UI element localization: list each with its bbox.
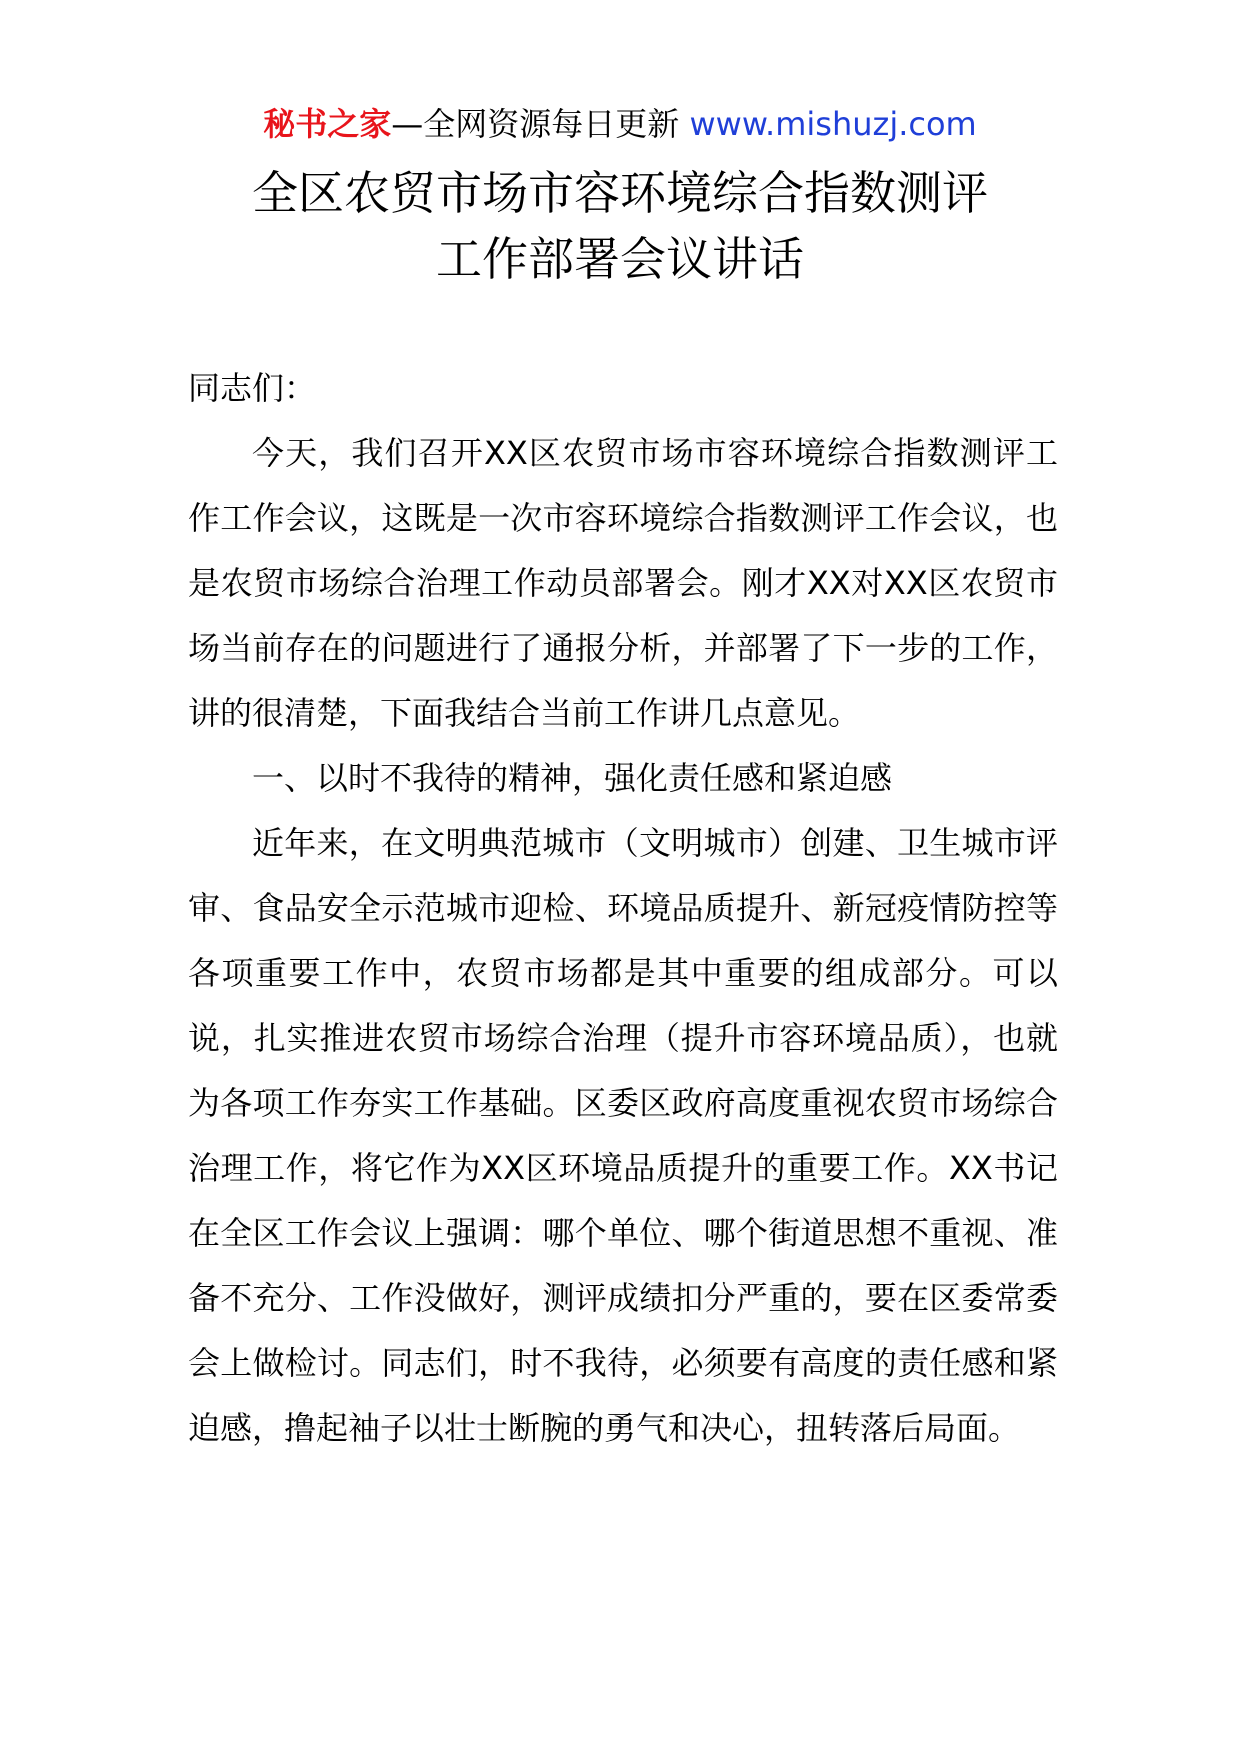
section-1-heading: 一、以时不我待的精神，强化责任感和紧迫感 bbox=[252, 759, 893, 797]
salutation: 同志们： bbox=[188, 369, 317, 407]
document-body bbox=[188, 356, 1058, 1461]
intro-paragraph: 今天，我们召开XX区农贸市场市容环境综合指数测评工作工作会议，这既是一次市容环境综合指数测评工作会议，也是农贸市场综合治理工作动员部署会。刚才XX对XX区农贸市场当前存在的问题进行了通报分析，并部署了下一步的工作，讲的很清楚，下面我结合当前工作讲几点意见。 bbox=[188, 434, 1058, 732]
title-line-2: 工作部署会议讲话 bbox=[436, 232, 804, 286]
site-url-link[interactable]: www.mishuzj.com bbox=[689, 105, 977, 143]
document-title bbox=[0, 160, 1240, 292]
section-1-paragraph: 近年来，在文明典范城市（文明城市）创建、卫生城市评审、食品安全示范城市迎检、环境品质提升、新冠疫情防控等各项重要工作中，农贸市场都是其中重要的组成部分。可以说，扎实推进农贸市场综合治理（提升市容环境品质），也就为各项工作夯实工作基础。区委区政府高度重视农贸市场综合治理工作，将它作为XX区环境品质提升的重要工作。XX书记在全区工作会议上强调：哪个单位、哪个街道思想不重视、准备不充分、工作没做好，测评成绩扣分严重的，要在区委常委会上做检讨。同志们，时不我待，必须要有高度的责任感和紧迫感，撸起袖子以壮士断腕的勇气和决心，扭转落后局面。 bbox=[188, 824, 1058, 1447]
brand-name: 秘书之家 bbox=[263, 105, 392, 143]
site-banner bbox=[0, 100, 1240, 148]
banner-slogan: —全网资源每日更新 bbox=[391, 105, 690, 143]
title-line-1: 全区农贸市场市容环境综合指数测评 bbox=[252, 166, 988, 220]
